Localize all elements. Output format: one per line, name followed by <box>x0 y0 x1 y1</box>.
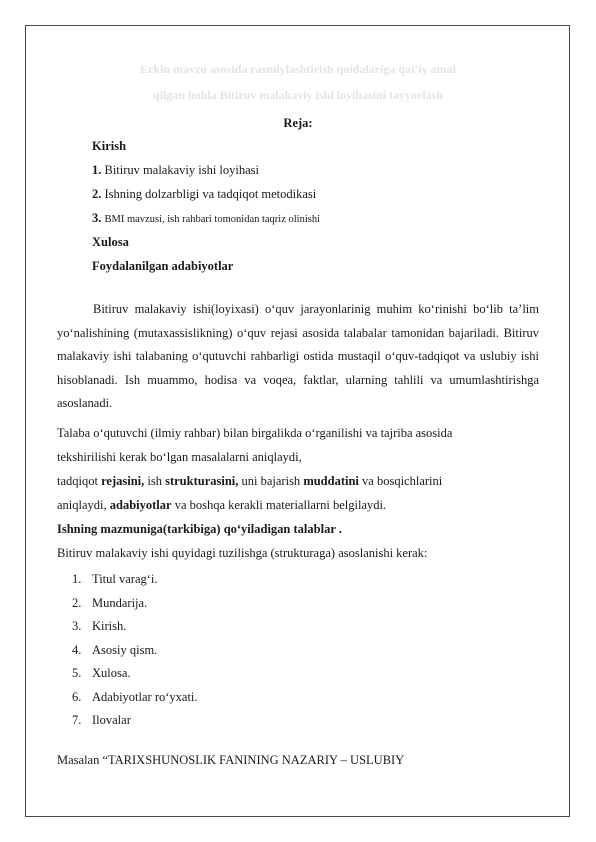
list-item <box>72 662 198 686</box>
body-line <box>57 473 442 489</box>
text-run: uni bajarish <box>238 474 304 488</box>
text-run: va boshqa kerakli materiallarni belgilaydi. <box>171 498 387 512</box>
text-run: aniqlaydi, <box>57 498 110 512</box>
intro-paragraph: Bitiruv malakaviy ishi(loyixasi) o‘quv jarayonlarinig muhim ko‘rinishi bo‘lib ta’lim yo‘nalishining (mutaxassislikning) o‘quv rejasi asosida talabalar tamonidan bajariladi. Bitiruv malakaviy ishi talabaning o‘qutuvchi rahbarligi ostida mustaqil o‘quv-tadqiqot va uslubiy ishi hisoblanadi. Ish muammo, hodisa va voqea, faktlar, ularning tahlili va umumlashtirishga asoslanadi. <box>57 302 539 410</box>
plan-item-number: 3. <box>92 211 102 225</box>
plan-item-text: Ishning dolzarbligi va tadqiqot metodikasi <box>104 187 317 201</box>
bold-run: rejasini, <box>101 474 145 488</box>
structure-list <box>72 568 198 733</box>
list-text: Ilovalar <box>92 713 131 727</box>
list-number: 2. <box>72 595 82 610</box>
plan-heading: Reja: <box>283 116 313 130</box>
plan-item <box>92 162 259 178</box>
body-line <box>57 497 386 513</box>
faint-title-line-2: qilgan holda Bitiruv malakaviy ishi loyihasini tayyorlash <box>152 88 444 102</box>
plan-item-number: 1. <box>92 163 102 177</box>
list-number: 4. <box>72 642 82 657</box>
body-line: tekshirilishi kerak bo‘lgan masalalarni aniqlaydi, <box>57 450 302 464</box>
list-item <box>72 639 198 663</box>
plan-references: Foydalanilgan adabiyotlar <box>92 259 234 273</box>
list-item <box>72 615 198 639</box>
list-number: 7. <box>72 713 82 727</box>
list-text: Titul varag‘i. <box>92 572 158 586</box>
list-item <box>72 686 198 710</box>
list-text: Asosiy qism. <box>92 642 158 657</box>
plan-item-number: 2. <box>92 187 102 201</box>
bold-run: muddatini <box>303 474 359 488</box>
bold-run: strukturasini, <box>165 474 239 488</box>
list-item <box>72 568 198 592</box>
example-line: Masalan “TARIXSHUNOSLIK FANINING NAZARIY – USLUBIY <box>57 753 405 767</box>
list-item <box>72 592 198 616</box>
structure-intro: Bitiruv malakaviy ishi quyidagi tuzilishga (strukturaga) asoslanishi kerak: <box>57 546 428 560</box>
plan-conclusion: Xulosa <box>92 235 129 249</box>
bold-run: adabiyotlar <box>109 498 172 512</box>
list-text: Adabiyotlar ro‘yxati. <box>92 689 198 704</box>
list-number: 1. <box>72 572 82 586</box>
list-text: Mundarija. <box>92 595 148 610</box>
plan-item-text: BMI mavzusi, ish rahbari tomonidan taqriz olinishi <box>104 214 321 225</box>
section-heading: Ishning mazmuniga(tarkibiga) qo‘yiladigan talablar . <box>57 522 342 536</box>
plan-intro: Kirish <box>92 139 127 153</box>
list-number: 3. <box>72 619 82 633</box>
plan-item <box>92 210 320 228</box>
plan-item <box>92 186 316 202</box>
list-text: Xulosa. <box>92 666 131 680</box>
list-text: Kirish. <box>92 619 127 633</box>
text-run: va bosqichlarini <box>358 474 443 488</box>
text-run: ish <box>144 474 166 488</box>
list-item <box>72 709 198 733</box>
text-run: tadqiqot <box>57 474 102 488</box>
list-number: 6. <box>72 689 82 704</box>
list-number: 5. <box>72 666 82 680</box>
body-line: Talaba o‘qutuvchi (ilmiy rahbar) bilan birgalikda o‘rganilishi va tajriba asosida <box>57 426 453 440</box>
plan-item-text: Bitiruv malakaviy ishi loyihasi <box>104 163 259 177</box>
faint-title-line-1: Erkin mavzu asosida rasmiylashtirish qoidalariga qat'iy amal <box>139 62 457 76</box>
